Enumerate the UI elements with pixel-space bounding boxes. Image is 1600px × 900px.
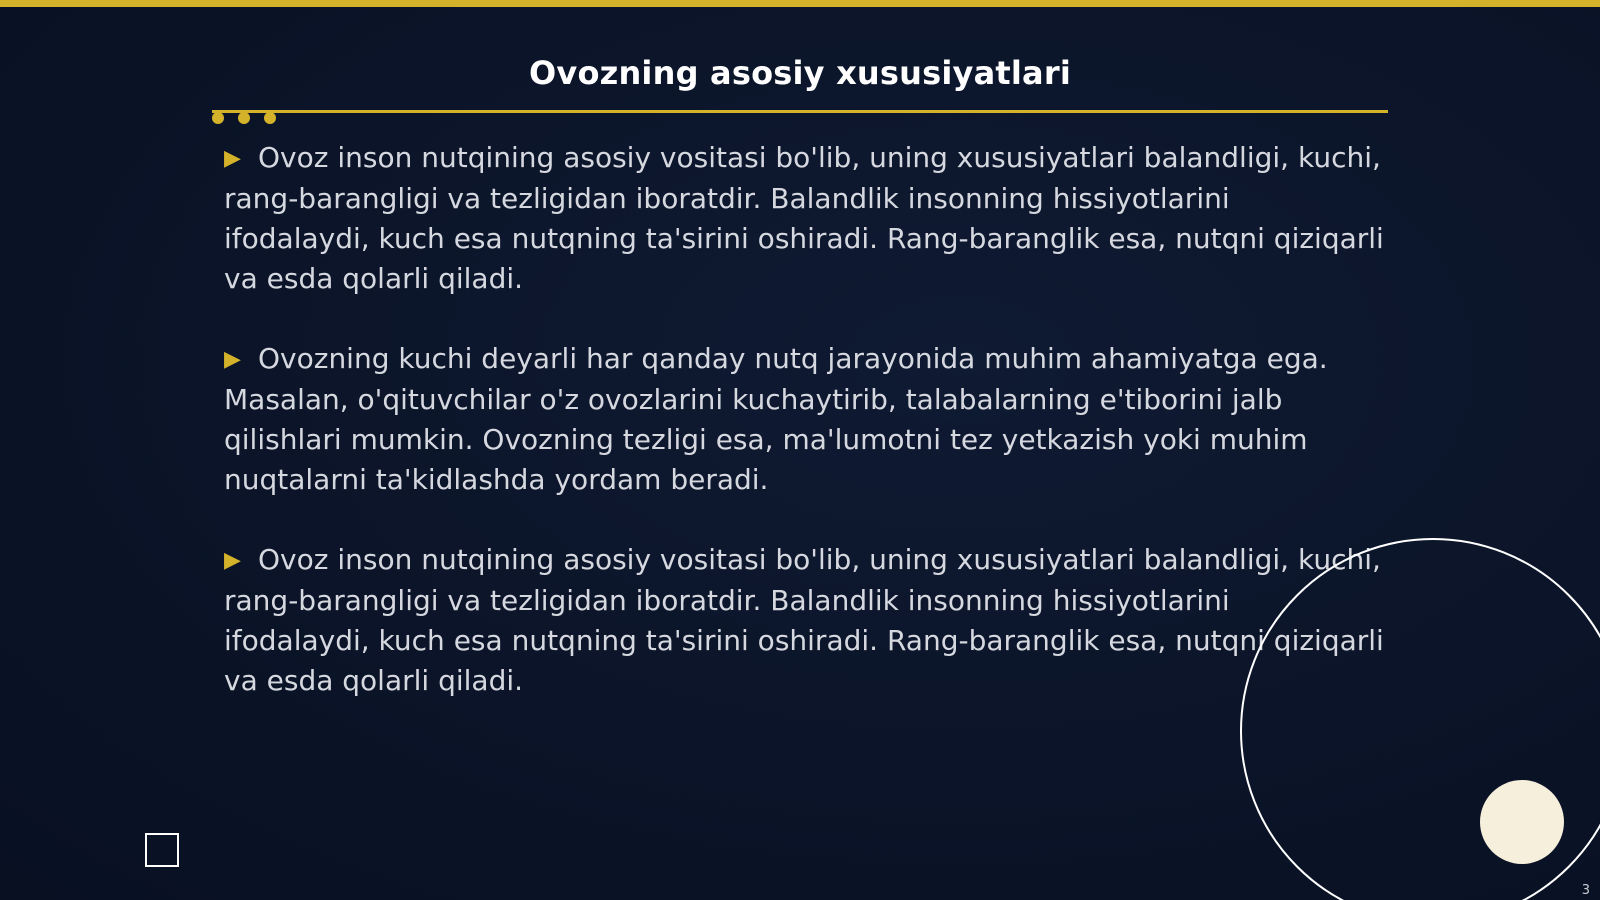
decorative-square — [145, 833, 179, 867]
title-underline — [212, 110, 1388, 113]
underline-dot-2 — [238, 112, 250, 124]
bullet-text-2: Ovozning kuchi deyarli har qanday nutq jarayonida muhim ahamiyatga ega. Masalan, o'qituvchilar o'z ovozlarini kuchaytirib, talabalarning e'tiborini jalb qilishlari mumkin. Ovozning tezligi esa, ma'lumotni tez yetkazish yoki muhim nuqtalarni ta'kidlashda yordam beradi. — [224, 342, 1328, 496]
top-accent-bar — [0, 0, 1600, 7]
bullet-text-3: Ovoz inson nutqining asosiy vositasi bo'lib, uning xususiyatlari balandligi, kuchi, rang-barangligi va tezligidan iboratdir. Balandlik insonning hissiyotlarini ifodalaydi, kuch esa nutqning ta'sirini oshiradi. Rang-baranglik esa, nutqni qiziqarli va esda qolarli qiladi. — [224, 543, 1384, 697]
page-number: 3 — [1581, 883, 1590, 898]
bullet-arrow-icon: ▶ — [224, 548, 241, 573]
underline-dot-3 — [264, 112, 276, 124]
bullet-item-2 — [224, 339, 1384, 500]
bullet-text-1: Ovoz inson nutqining asosiy vositasi bo'lib, uning xususiyatlari balandligi, kuchi, rang-barangligi va tezligidan iboratdir. Balandlik insonning hissiyotlarini ifodalaydi, kuch esa nutqning ta'sirini oshiradi. Rang-baranglik esa, nutqni qiziqarli va esda qolarli qiladi. — [224, 141, 1384, 295]
bullet-item-3 — [224, 540, 1384, 701]
bullet-arrow-icon: ▶ — [224, 146, 241, 171]
bullet-arrow-icon: ▶ — [224, 347, 241, 372]
slide-title: Ovozning asosiy xususiyatlari — [528, 54, 1072, 92]
bullet-list — [224, 138, 1384, 741]
bullet-item-1 — [224, 138, 1384, 299]
underline-dot-1 — [212, 112, 224, 124]
decorative-disc — [1480, 780, 1564, 864]
